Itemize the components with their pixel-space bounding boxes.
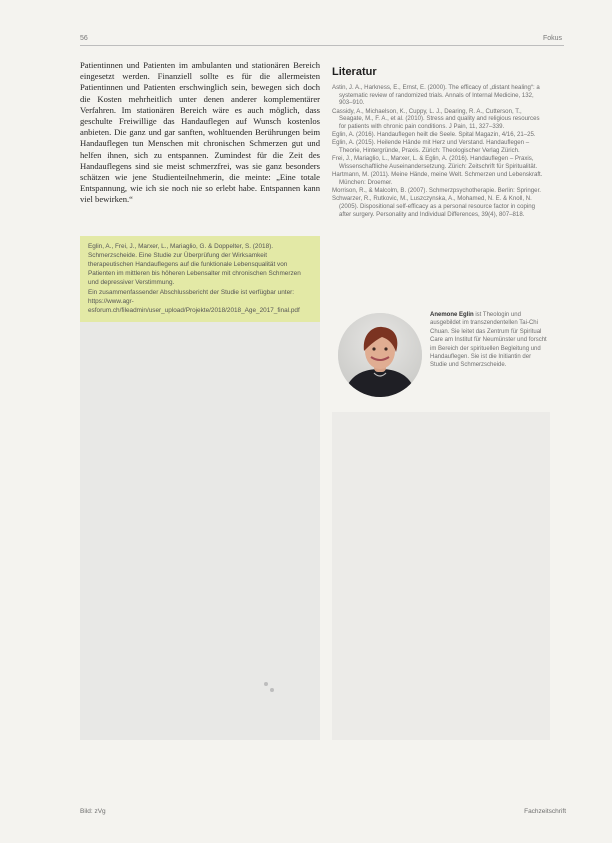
literature-item: Morrison, R., & Malcolm, B. (2007). Schmerzpsychotherapie. Berlin: Springer. [332,187,541,195]
author-bio-text: ist Theologin und ausgebildet im transzendentellen Tai-Chi Chuan. Sie leitet das Zentrum für Spiritual Care am Institut für Neumünster und forscht im Bereich der spirituellen Begleitung und Handauflegen. Sie ist die Initiantin der Studie und Schmerzscheide. [430,312,547,369]
literature-item: Eglin, A. (2015). Heilende Hände mit Herz und Verstand. Handauflegen – Theorie, Hintergründe, Praxis. Zürich: Theologischer Verlag Zürich. [332,139,530,155]
study-availability-link[interactable]: Ein zusammenfassender Abschlussbericht der Studie ist verfügbar unter: https://www.agr-esforum.ch/fileadmin/user_upload/Projekte/2018/2018_Age_2017_final.pdf [88,289,300,314]
article-body-text: Patientinnen und Patienten im ambulanten und stationären Bereich eingesetzt werden. Finanziell sollte es für die allermeisten Patientinnen und Patienten erschwinglich sein, bewegen sich doch die Kosten mehrheitlich unter denen anderer komplementärer Verfahren. Im stationären Bereich wäre es auch möglich, dass geschulte Freiwillige das Handauflegen auf Wunsch kostenlos anbieten. Die ganz und gar sanften, wohltuenden Berührungen beim Handauflegen tun Menschen mit chronischen Schmerzen gut und helfen ihnen, sich zu entspannen. Zumindest für die Zeit des Handauflegens sind sie meist schmerzfrei, was sie ganz besonders schätzen wie jene Studienteilnehmerin, die meinte: „Eine totale Entspannung, wie ich sie noch nie so erlebt habe. Entspannen kann viel bewirken.“ [80,60,320,205]
author-bio [430,311,548,370]
literature-item: Frei, J., Mariaglio, L., Marxer, L. & Eglin, A. (2016). Handauflegen – Praxis, Wissenschaftliche Auseinandersetzung. Zürich: Zeitschrift für Spiritualität. [332,155,538,171]
literature-item: Astin, J. A., Harkness, E., Ernst, E. (2000). The efficacy of „distant healing“: a systematic review of randomized trials. Annals of Internal Medicine, 132, 903–910. [332,84,540,107]
literature-item: Schwarzer, R., Rutkovic, M., Luszczynska, A., Mohamed, N. E. & Knoll, N. (2005). Dispositional self-efficacy as a personal resource factor in coping after surgery. Personality and Individual Differences, 39(4), 807–818. [332,195,536,218]
footer-credit: Bild: zVg [80,808,106,815]
literature-item: Hartmann, M. (2011). Meine Hände, meine Welt. Schmerzen und Lebenskraft. München: Droemer. [332,171,543,186]
author-portrait [338,313,422,397]
study-citation: Eglin, A., Frei, J., Marxer, L., Mariaglio, G. & Doppelter, S. (2018). Schmerzscheide. Eine Studie zur Überprüfung der Wirksamkeit therapeutischen Handauflegens auf die funktionale Lebensqualität von Patienten im mittleren bis höheren Lebensalter mit chronischen Schmerzen und depressiver Verstimmung. [88,243,301,286]
literature-item: Eglin, A. (2016). Handauflegen heilt die Seele. Spital Magazin, 4/16, 21–25. [332,131,536,139]
scan-speck [264,682,268,686]
literature-list [332,84,547,219]
footer-publication: Fachzeitschrift [524,808,566,815]
header-divider [80,45,564,46]
author-portrait-image [338,313,422,397]
literature-item: Cassidy, A., Michaelson, K., Cuppy, L. J., Dearing, R. A., Cutterson, T., Seagate, M., F. A., et al. (2010). Stress and quality and religious resources for patients with chronic pain conditions. J Pain, 11, 327–339. [332,107,540,131]
scan-speck [270,688,274,692]
blank-panel-right [332,412,550,740]
literature-heading: Literatur [332,66,377,78]
page-number: 56 [80,35,88,42]
section-title: Fokus [542,35,562,42]
blank-panel-left [80,322,320,740]
study-infobox [80,236,320,322]
author-name: Anemone Eglin [430,312,474,318]
